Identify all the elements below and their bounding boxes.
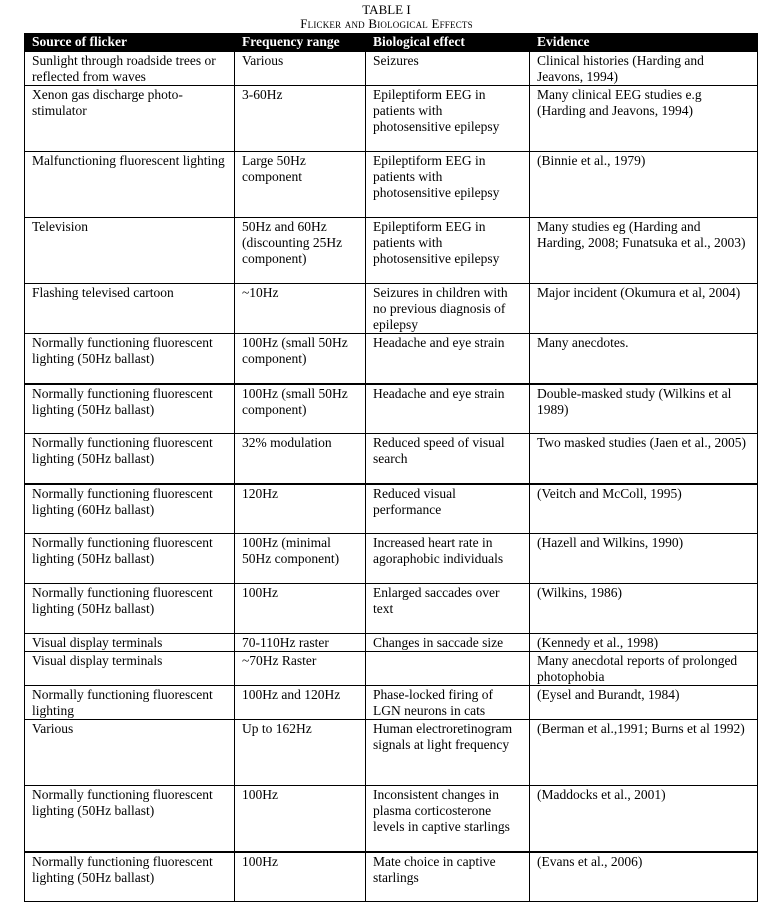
cell-frequency: 70-110Hz raster (235, 634, 366, 652)
cell-effect: Reduced speed of visual search (366, 434, 530, 484)
cell-frequency: ~10Hz (235, 284, 366, 334)
cell-evidence: Clinical histories (Harding and Jeavons, 1994) (530, 52, 758, 86)
table-row (25, 534, 758, 584)
cell-evidence: Many clinical EEG studies e.g (Harding and Jeavons, 1994) (530, 86, 758, 152)
cell-frequency: 32% modulation (235, 434, 366, 484)
cell-effect: Mate choice in captive starlings (366, 852, 530, 902)
cell-source: Visual display terminals (25, 652, 235, 686)
table-row (25, 686, 758, 720)
cell-frequency: 3-60Hz (235, 86, 366, 152)
cell-source: Sunlight through roadside trees or reflected from waves (25, 52, 235, 86)
cell-frequency: 100Hz (235, 786, 366, 852)
cell-effect: Epileptiform EEG in patients with photosensitive epilepsy (366, 218, 530, 284)
cell-frequency: Various (235, 52, 366, 86)
cell-source: Xenon gas discharge photo-stimulator (25, 86, 235, 152)
table-row (25, 584, 758, 634)
cell-effect: Inconsistent changes in plasma corticosterone levels in captive starlings (366, 786, 530, 852)
cell-effect: Seizures (366, 52, 530, 86)
cell-source: Visual display terminals (25, 634, 235, 652)
cell-evidence: (Veitch and McColl, 1995) (530, 484, 758, 534)
cell-evidence: (Kennedy et al., 1998) (530, 634, 758, 652)
cell-frequency: 100Hz (minimal 50Hz component) (235, 534, 366, 584)
cell-source: Normally functioning fluorescent lighting (60Hz ballast) (25, 484, 235, 534)
header-effect: Biological effect (366, 34, 530, 52)
table-row (25, 284, 758, 334)
cell-source: Normally functioning fluorescent lighting (50Hz ballast) (25, 786, 235, 852)
cell-source: Normally functioning fluorescent lighting (50Hz ballast) (25, 384, 235, 434)
header-frequency: Frequency range (235, 34, 366, 52)
table-row (25, 852, 758, 902)
table-row (25, 720, 758, 786)
cell-effect: Phase-locked firing of LGN neurons in cats (366, 686, 530, 720)
cell-frequency: Up to 162Hz (235, 720, 366, 786)
table-row (25, 218, 758, 284)
cell-evidence: Two masked studies (Jaen et al., 2005) (530, 434, 758, 484)
cell-source: Normally functioning fluorescent lighting (50Hz ballast) (25, 584, 235, 634)
table-row (25, 652, 758, 686)
cell-source: Normally functioning fluorescent lighting (50Hz ballast) (25, 434, 235, 484)
cell-effect: Changes in saccade size (366, 634, 530, 652)
cell-source: Flashing televised cartoon (25, 284, 235, 334)
table-row (25, 434, 758, 484)
cell-source: Malfunctioning fluorescent lighting (25, 152, 235, 218)
cell-effect: Epileptiform EEG in patients with photosensitive epilepsy (366, 86, 530, 152)
table-number: TABLE I (362, 2, 411, 17)
cell-source: Various (25, 720, 235, 786)
cell-frequency: 100Hz (small 50Hz component) (235, 384, 366, 434)
cell-evidence: (Eysel and Burandt, 1984) (530, 686, 758, 720)
cell-effect: Headache and eye strain (366, 334, 530, 384)
table-row (25, 484, 758, 534)
cell-frequency: 50Hz and 60Hz (discounting 25Hz component) (235, 218, 366, 284)
table-header-row (25, 34, 758, 52)
cell-evidence: (Evans et al., 2006) (530, 852, 758, 902)
cell-evidence: Many anecdotal reports of prolonged photophobia (530, 652, 758, 686)
cell-evidence: Double-masked study (Wilkins et al 1989) (530, 384, 758, 434)
cell-evidence: Many studies eg (Harding and Harding, 2008; Funatsuka et al., 2003) (530, 218, 758, 284)
cell-frequency: 100Hz (small 50Hz component) (235, 334, 366, 384)
cell-effect: Seizures in children with no previous diagnosis of epilepsy (366, 284, 530, 334)
cell-evidence: (Hazell and Wilkins, 1990) (530, 534, 758, 584)
cell-evidence: (Maddocks et al., 2001) (530, 786, 758, 852)
cell-source: Normally functioning fluorescent lighting (50Hz ballast) (25, 534, 235, 584)
cell-source: Normally functioning fluorescent lighting (50Hz ballast) (25, 852, 235, 902)
cell-effect: Epileptiform EEG in patients with photosensitive epilepsy (366, 152, 530, 218)
table-row (25, 634, 758, 652)
table-row (25, 384, 758, 434)
cell-frequency: 100Hz and 120Hz (235, 686, 366, 720)
table-caption (0, 0, 773, 31)
header-evidence: Evidence (530, 34, 758, 52)
cell-frequency: ~70Hz Raster (235, 652, 366, 686)
header-source: Source of flicker (25, 34, 235, 52)
cell-frequency: 100Hz (235, 852, 366, 902)
table-row (25, 86, 758, 152)
cell-frequency: 120Hz (235, 484, 366, 534)
cell-effect: Human electroretinogram signals at light frequency (366, 720, 530, 786)
table-row (25, 152, 758, 218)
cell-effect: Enlarged saccades over text (366, 584, 530, 634)
table-row (25, 334, 758, 384)
cell-evidence: (Binnie et al., 1979) (530, 152, 758, 218)
cell-source: Television (25, 218, 235, 284)
cell-effect: Increased heart rate in agoraphobic individuals (366, 534, 530, 584)
cell-evidence: Many anecdotes. (530, 334, 758, 384)
cell-evidence: (Wilkins, 1986) (530, 584, 758, 634)
table-row (25, 52, 758, 86)
cell-source: Normally functioning fluorescent lighting (50Hz ballast) (25, 334, 235, 384)
cell-frequency: 100Hz (235, 584, 366, 634)
cell-evidence: (Berman et al.,1991; Burns et al 1992) (530, 720, 758, 786)
cell-effect: Reduced visual performance (366, 484, 530, 534)
cell-effect (366, 652, 530, 686)
table-title: Flicker and Biological Effects (300, 16, 473, 31)
cell-effect: Headache and eye strain (366, 384, 530, 434)
cell-frequency: Large 50Hz component (235, 152, 366, 218)
table-row (25, 786, 758, 852)
cell-evidence: Major incident (Okumura et al, 2004) (530, 284, 758, 334)
cell-source: Normally functioning fluorescent lighting (25, 686, 235, 720)
table-body (25, 52, 758, 902)
flicker-effects-table (24, 33, 758, 902)
